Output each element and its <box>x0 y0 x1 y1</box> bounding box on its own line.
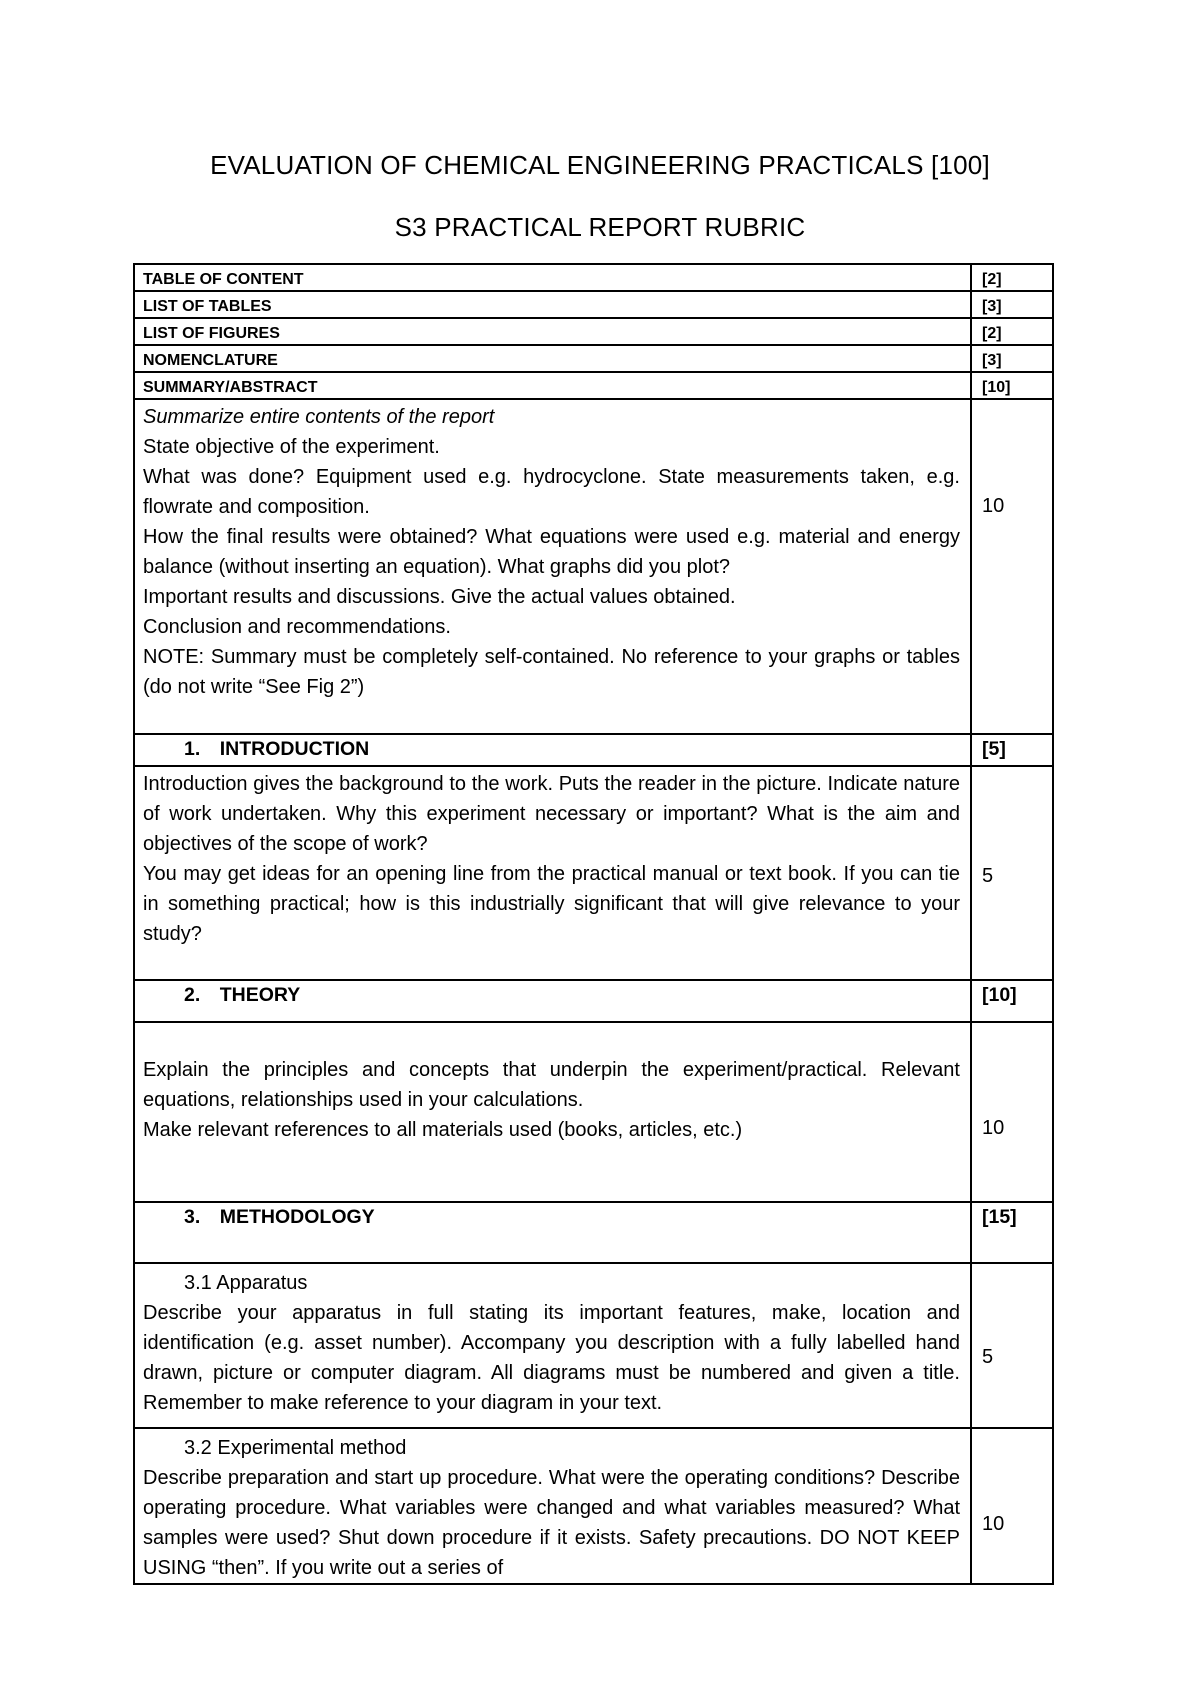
method-description: Describe preparation and start up procedure. What were the operating conditions? Describe operating procedure. What variables were changed and what variables measured? What samples were used? Shut down procedure if it exists. Safety precautions. DO NOT KEEP USING “then”. If you write out a series of <box>143 1467 960 1579</box>
row-mark: [3] <box>971 291 1053 318</box>
summary-row <box>134 399 1053 734</box>
summary-mark: 10 <box>971 399 1053 734</box>
table-row <box>134 345 1053 372</box>
theory-header-row <box>134 980 1053 1022</box>
apparatus-row <box>134 1263 1053 1428</box>
summary-line: State objective of the experiment. <box>143 436 440 458</box>
theory-line: Explain the principles and concepts that underpin the experiment/practical. Relevant equations, relationships used in your calculations. <box>143 1059 960 1111</box>
table-row <box>134 291 1053 318</box>
theory-row <box>134 1022 1053 1202</box>
theory-text <box>134 1022 971 1202</box>
apparatus-title: 3.1 Apparatus <box>184 1272 308 1294</box>
theory-mark: [10] <box>971 980 1053 1022</box>
row-label: LIST OF TABLES <box>134 291 971 318</box>
table-row <box>134 264 1053 291</box>
summary-line: NOTE: Summary must be completely self-contained. No reference to your graphs or tables (do not write “See Fig 2”) <box>143 646 960 698</box>
summary-line: Conclusion and recommendations. <box>143 616 451 638</box>
methodology-heading: 3. METHODOLOGY <box>134 1202 971 1263</box>
apparatus-value: 5 <box>971 1263 1053 1428</box>
row-mark: [2] <box>971 318 1053 345</box>
method-text <box>134 1428 971 1584</box>
row-mark: [2] <box>971 264 1053 291</box>
row-mark: [3] <box>971 345 1053 372</box>
introduction-text <box>134 766 971 980</box>
apparatus-description: Describe your apparatus in full stating its important features, make, location and identification (e.g. asset number). Accompany you description with a fully labelled hand drawn, picture or computer diagram. All diagrams must be numbered and given a title. Remember to make reference to your diagram in your text. <box>143 1302 960 1414</box>
introduction-value: 5 <box>971 766 1053 980</box>
summary-line: Summarize entire contents of the report <box>143 406 495 428</box>
introduction-mark: [5] <box>971 734 1053 766</box>
summary-line: What was done? Equipment used e.g. hydrocyclone. State measurements taken, e.g. flowrate and composition. <box>143 466 960 518</box>
introduction-heading: 1. INTRODUCTION <box>134 734 971 766</box>
theory-value: 10 <box>971 1022 1053 1202</box>
summary-line: Important results and discussions. Give the actual values obtained. <box>143 586 736 608</box>
apparatus-text <box>134 1263 971 1428</box>
rubric-table <box>133 263 1054 1585</box>
document-subtitle: S3 PRACTICAL REPORT RUBRIC <box>394 212 806 242</box>
theory-line: Make relevant references to all materials used (books, articles, etc.) <box>143 1119 743 1141</box>
methodology-mark: [15] <box>971 1202 1053 1263</box>
introduction-line: You may get ideas for an opening line from the practical manual or text book. If you can tie in something practical; how is this industrially significant that will give relevance to your study? <box>143 863 960 945</box>
document-title: EVALUATION OF CHEMICAL ENGINEERING PRACTICALS [100] <box>210 150 990 180</box>
summary-line: How the final results were obtained? What equations were used e.g. material and energy balance (without inserting an equation). What graphs did you plot? <box>143 526 960 578</box>
row-label: SUMMARY/ABSTRACT <box>134 372 971 399</box>
row-mark: [10] <box>971 372 1053 399</box>
row-label: TABLE OF CONTENT <box>134 264 971 291</box>
row-label: NOMENCLATURE <box>134 345 971 372</box>
table-row <box>134 318 1053 345</box>
introduction-header-row <box>134 734 1053 766</box>
theory-heading: 2. THEORY <box>134 980 971 1022</box>
method-value: 10 <box>971 1428 1053 1584</box>
method-title: 3.2 Experimental method <box>184 1437 407 1459</box>
table-row <box>134 372 1053 399</box>
introduction-line: Introduction gives the background to the work. Puts the reader in the picture. Indicate nature of work undertaken. Why this experiment necessary or important? What is the aim and objectives of the scope of work? <box>143 773 960 855</box>
methodology-header-row <box>134 1202 1053 1263</box>
method-row <box>134 1428 1053 1584</box>
introduction-row <box>134 766 1053 980</box>
summary-text <box>134 399 971 734</box>
row-label: LIST OF FIGURES <box>134 318 971 345</box>
